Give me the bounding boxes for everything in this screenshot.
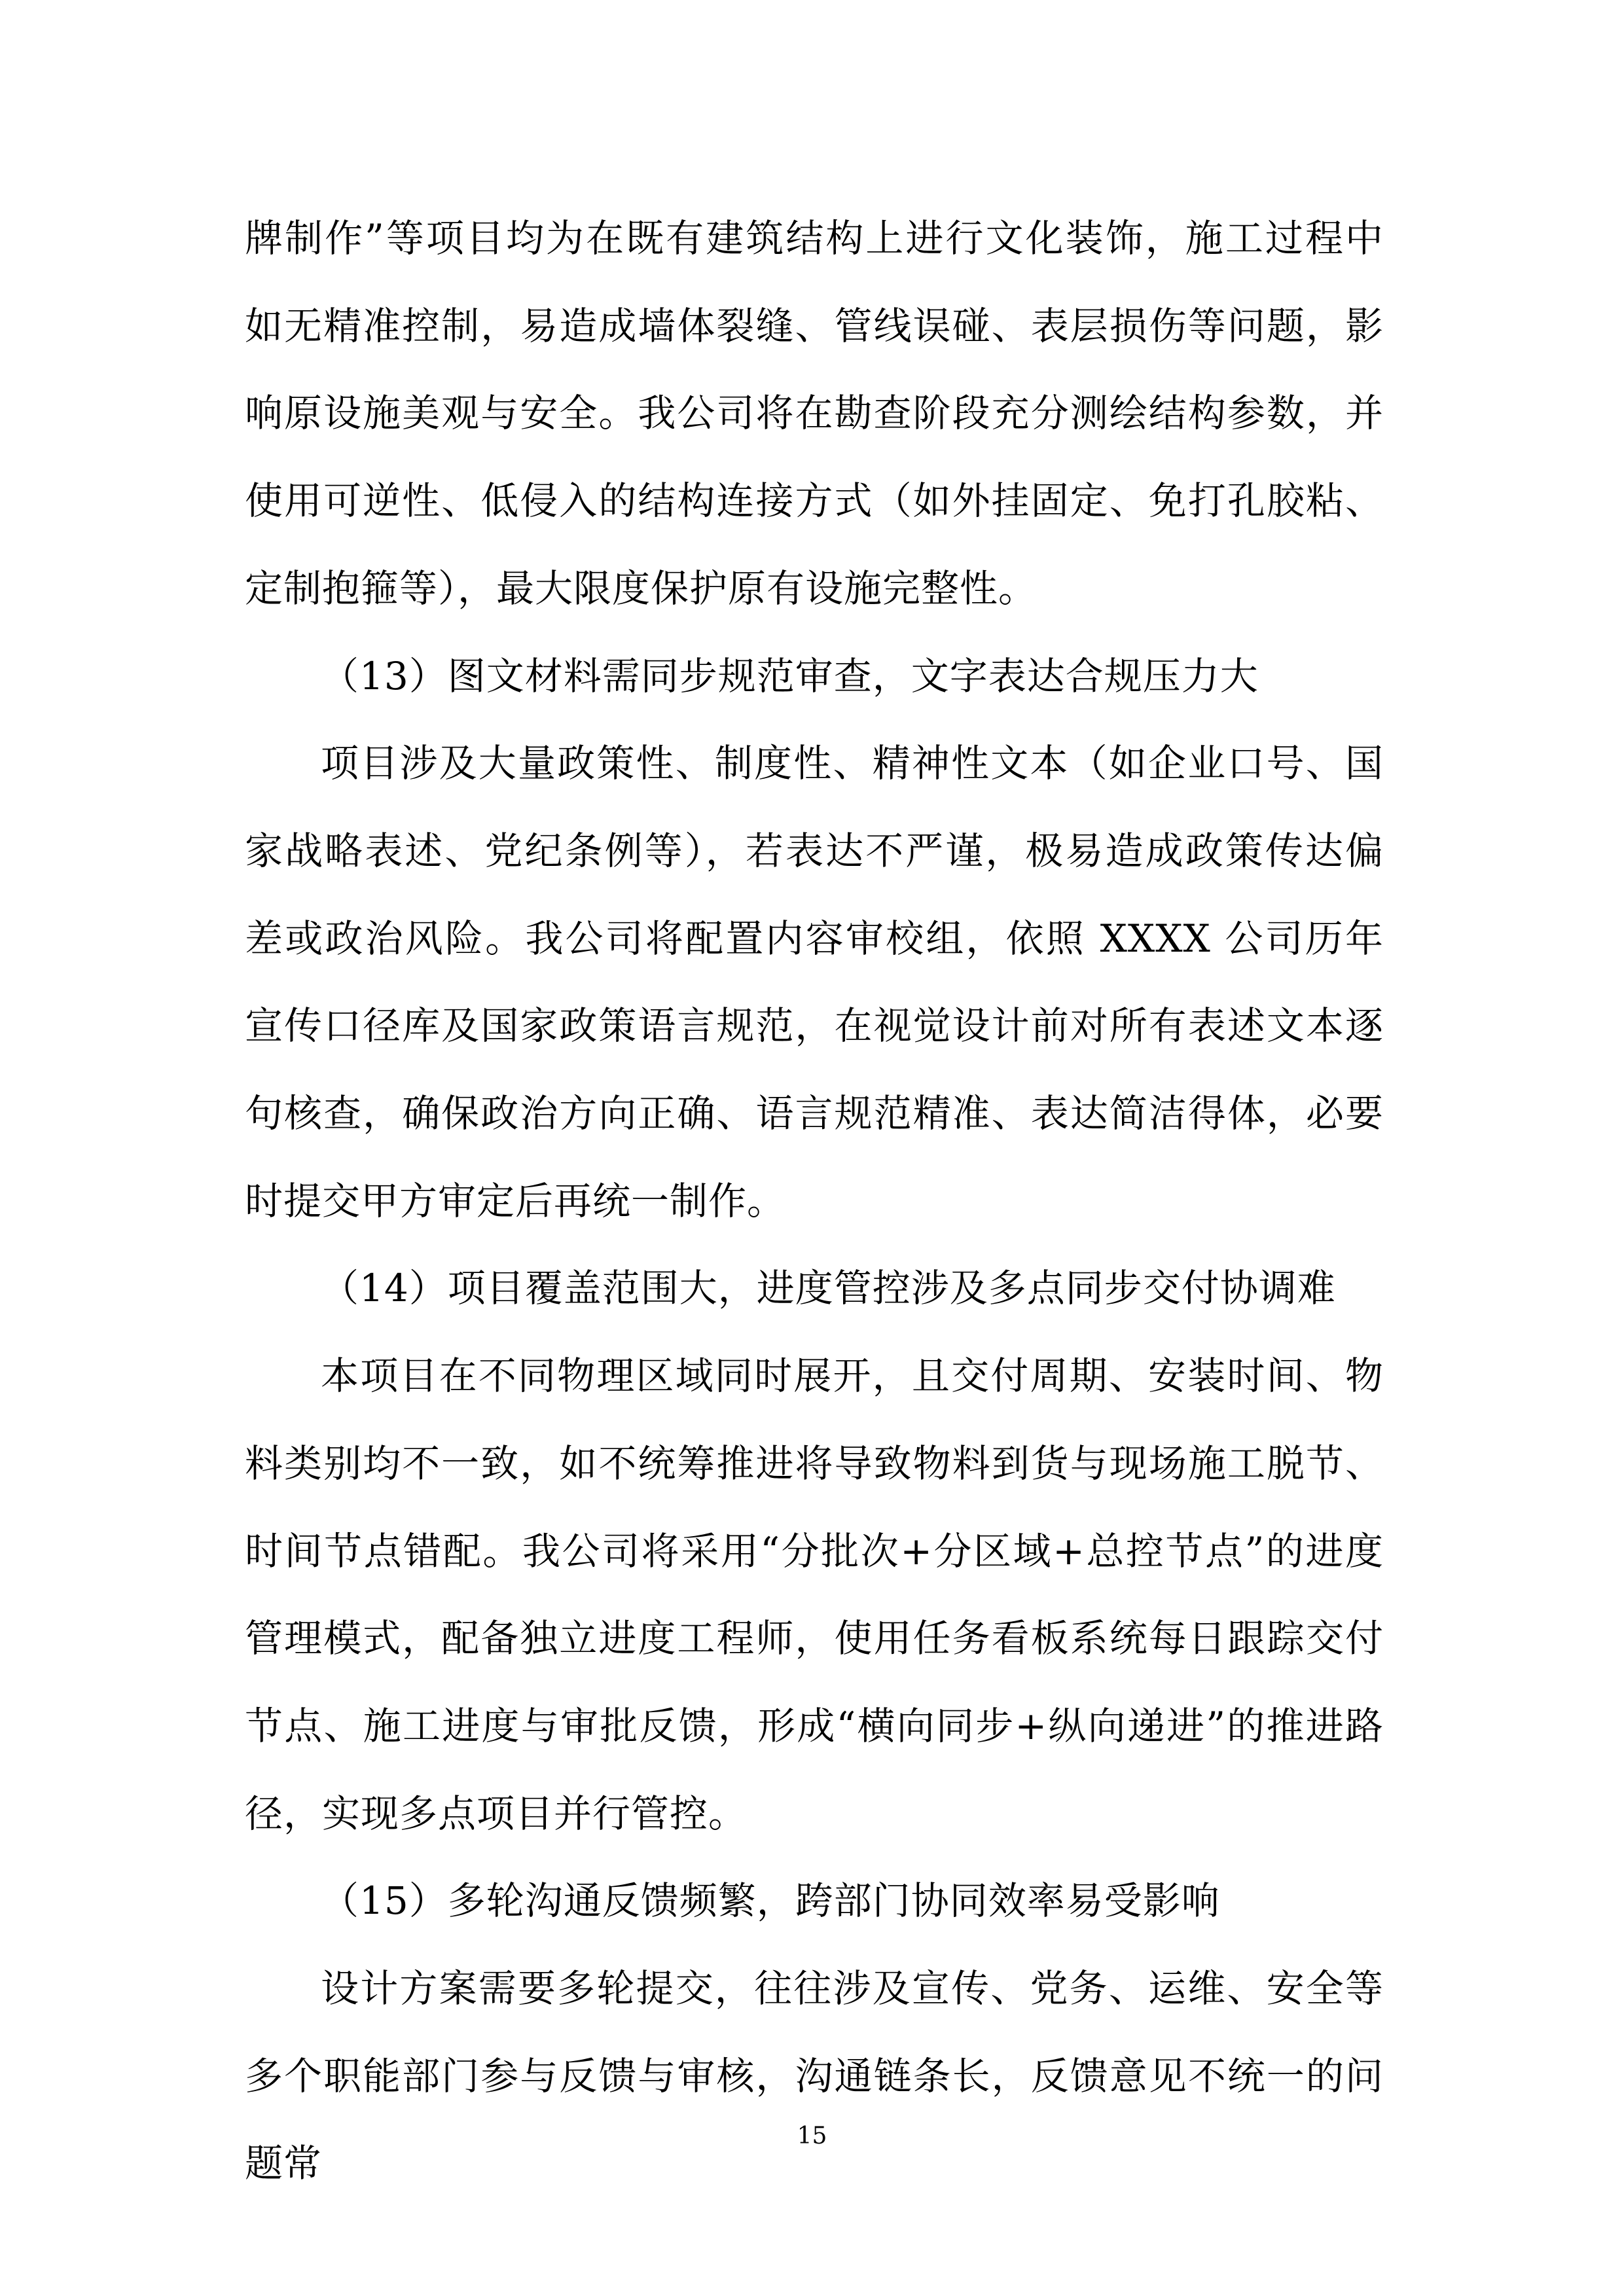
body-text bbox=[245, 195, 1384, 2208]
section-heading-14: （14）项目覆盖范围大，进度管控涉及多点同步交付协调难 bbox=[321, 1266, 1336, 1311]
section-heading-13: （13）图文材料需同步规范审查，文字表达合规压力大 bbox=[321, 653, 1259, 698]
section-heading-15: （15）多轮沟通反馈频繁，跨部门协同效率易受影响 bbox=[321, 1878, 1220, 1924]
paragraph-13: 项目涉及大量政策性、制度性、精神性文本（如企业口号、国家战略表述、党纪条例等），若表达不严谨，极易造成政策传达偏差或政治风险。我公司将配置内容审校组，依照 XXXX 公司历年宣传口径库及国家政策语言规范，在视觉设计前对所有表述文本逐句核查，确保政治方向正确、语言规范精准、表达简洁得体，必要时提交甲方审定后再统一制作。 bbox=[245, 741, 1384, 1223]
paragraph-15: 设计方案需要多轮提交，往往涉及宣传、党务、运维、安全等多个职能部门参与反馈与审核，沟通链条长，反馈意见不统一的问题常 bbox=[245, 1966, 1384, 2186]
page-number: 15 bbox=[797, 2123, 827, 2149]
paragraph-14: 本项目在不同物理区域同时展开，且交付周期、安装时间、物料类别均不一致，如不统筹推进将导致物料到货与现场施工脱节、时间节点错配。我公司将采用“分批次+分区域+总控节点”的进度管理模式，配备独立进度工程师，使用任务看板系统每日跟踪交付节点、施工进度与审批反馈，形成“横向同步+纵向递进”的推进路径，实现多点项目并行管控。 bbox=[245, 1354, 1384, 1836]
paragraph-continuation: 牌制作”等项目均为在既有建筑结构上进行文化装饰，施工过程中如无精准控制，易造成墙体裂缝、管线误碰、表层损伤等问题，影响原设施美观与安全。我公司将在勘查阶段充分测绘结构参数，并使用可逆性、低侵入的结构连接方式（如外挂固定、免打孔胶粘、定制抱箍等），最大限度保护原有设施完整性。 bbox=[245, 216, 1384, 611]
